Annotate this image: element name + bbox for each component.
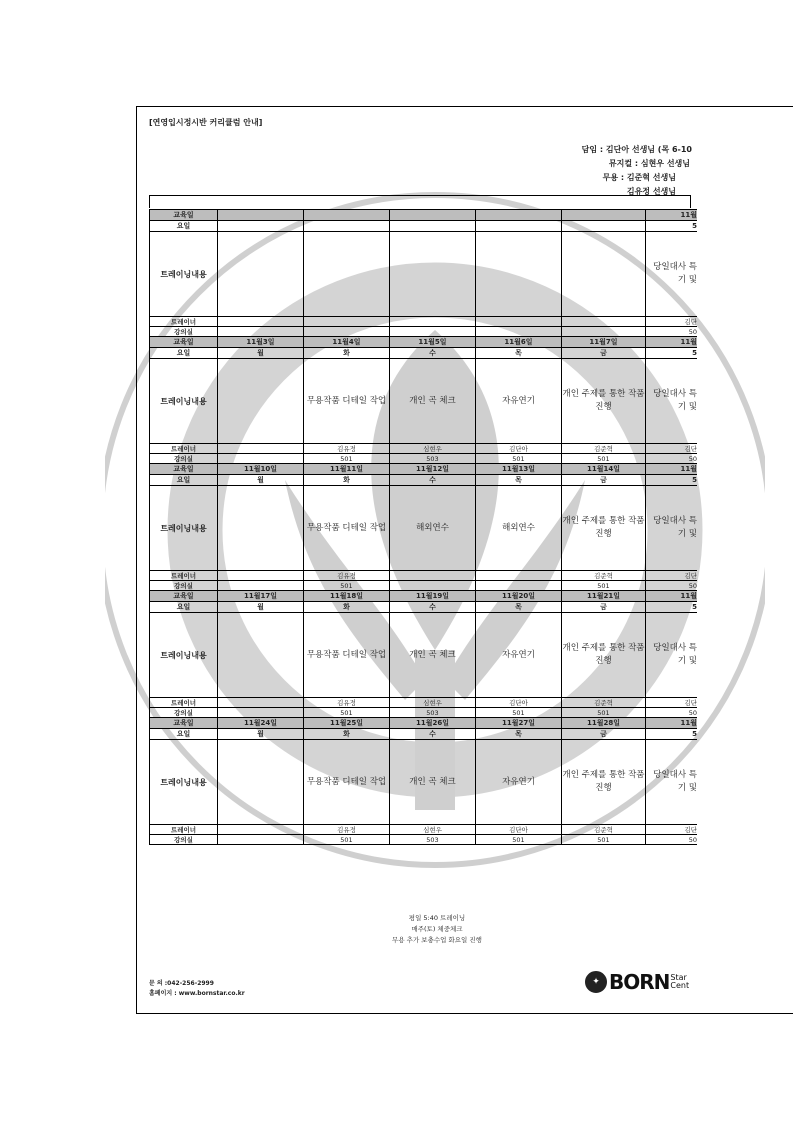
- trainer-cell: 심현우: [390, 698, 476, 708]
- date-cell: 11월5일: [390, 337, 476, 348]
- content-cell: [218, 740, 304, 825]
- date-cell: [390, 210, 476, 221]
- date-cell: 11월27일: [476, 718, 562, 729]
- trainer-cell: 김단: [646, 698, 698, 708]
- room-cell: 501: [562, 708, 646, 718]
- content-cell: 무용작품 디테일 작업: [304, 486, 390, 571]
- day-cell: 5: [646, 475, 698, 486]
- content-cell: [218, 232, 304, 317]
- content-cell: 개인 주제를 통한 작품 진행: [562, 613, 646, 698]
- day-cell: [562, 221, 646, 232]
- day-cell: 5: [646, 221, 698, 232]
- day-cell: [390, 221, 476, 232]
- day-cell: 월: [218, 348, 304, 359]
- week-1-date-row: [150, 210, 698, 221]
- staff-dance: 무용 : 김준혁 선생님: [602, 173, 676, 182]
- document-title: [연영입시정시반 커리큘럼 안내]: [149, 118, 263, 127]
- content-cell: 무용작품 디테일 작업: [304, 740, 390, 825]
- room-cell: 501: [562, 454, 646, 464]
- room-cell: 50: [646, 708, 698, 718]
- room-cell: 501: [304, 835, 390, 845]
- room-cell: [218, 327, 304, 337]
- trainer-cell: [390, 571, 476, 581]
- date-cell: 11월10일: [218, 464, 304, 475]
- date-cell: 11월14일: [562, 464, 646, 475]
- room-cell: 501: [562, 581, 646, 591]
- logo-subtext: Star Cent: [670, 973, 690, 990]
- week-2-day-row: [150, 348, 698, 359]
- room-cell: 501: [304, 454, 390, 464]
- room-cell: 50: [646, 581, 698, 591]
- week-4-date-row: [150, 591, 698, 602]
- week-2-content-row: [150, 359, 698, 444]
- week-4-content-row: [150, 613, 698, 698]
- content-cell: 자유연기: [476, 740, 562, 825]
- week-1-content-row: [150, 232, 698, 317]
- content-cell: 당일대사 특기 및: [646, 740, 698, 825]
- room-cell: 503: [390, 835, 476, 845]
- room-cell: [476, 327, 562, 337]
- room-cell: [562, 327, 646, 337]
- week-3-content-row: [150, 486, 698, 571]
- content-cell: 개인 주제를 통한 작품 진행: [562, 359, 646, 444]
- week-1-trainer-row: [150, 317, 698, 327]
- schedule-table: [149, 209, 697, 845]
- room-cell: 501: [304, 708, 390, 718]
- date-cell: 11월28일: [562, 718, 646, 729]
- note-weekday: 평일 5:40 트레이닝: [408, 914, 466, 922]
- trainer-cell: [218, 698, 304, 708]
- trainer-label: 트레이너: [150, 698, 218, 708]
- day-label: 요일: [150, 475, 218, 486]
- trainer-cell: [218, 825, 304, 835]
- content-cell: 자유연기: [476, 359, 562, 444]
- week-4-day-row: [150, 602, 698, 613]
- trainer-cell: 김단: [646, 825, 698, 835]
- date-label: 교육일: [150, 337, 218, 348]
- room-cell: [218, 708, 304, 718]
- bornstar-logo: [585, 969, 689, 995]
- week-2-date-row: [150, 337, 698, 348]
- day-cell: 목: [476, 602, 562, 613]
- week-3-day-row: [150, 475, 698, 486]
- date-cell: 11월26일: [390, 718, 476, 729]
- trainer-cell: 김단아: [476, 444, 562, 454]
- room-label: 강의실: [150, 454, 218, 464]
- week-5-trainer-row: [150, 825, 698, 835]
- day-cell: 목: [476, 475, 562, 486]
- trainer-cell: [304, 317, 390, 327]
- date-cell: 11월12일: [390, 464, 476, 475]
- room-cell: [390, 327, 476, 337]
- day-label: 요일: [150, 729, 218, 740]
- date-label: 교육일: [150, 591, 218, 602]
- content-cell: 무용작품 디테일 작업: [304, 359, 390, 444]
- week-3-room-row: [150, 581, 698, 591]
- trainer-label: 트레이너: [150, 825, 218, 835]
- day-cell: 수: [390, 348, 476, 359]
- date-label: 교육일: [150, 210, 218, 221]
- content-cell: [218, 359, 304, 444]
- logo-seal-icon: ✦: [585, 971, 607, 993]
- document-page: [136, 106, 793, 1014]
- day-cell: 목: [476, 348, 562, 359]
- date-cell: 11월24일: [218, 718, 304, 729]
- content-cell: 자유연기: [476, 613, 562, 698]
- content-label: 트레이닝내용: [150, 486, 218, 571]
- day-cell: 금: [562, 602, 646, 613]
- date-cell: 11월7일: [562, 337, 646, 348]
- notes: [137, 913, 737, 946]
- day-label: 요일: [150, 348, 218, 359]
- room-cell: [390, 581, 476, 591]
- room-cell: 503: [390, 454, 476, 464]
- date-label: 교육일: [150, 464, 218, 475]
- logo-word: BORN: [609, 970, 670, 994]
- content-cell: 개인 주제를 통한 작품 진행: [562, 486, 646, 571]
- contact-info: [149, 979, 245, 999]
- date-cell: 11월4일: [304, 337, 390, 348]
- trainer-cell: 김유정: [304, 571, 390, 581]
- trainer-cell: 김준혁: [562, 571, 646, 581]
- day-cell: 화: [304, 729, 390, 740]
- trainer-cell: 김유정: [304, 698, 390, 708]
- content-cell: 개인 곡 체크: [390, 613, 476, 698]
- trainer-cell: 김단아: [476, 698, 562, 708]
- trainer-cell: [390, 317, 476, 327]
- day-cell: [476, 221, 562, 232]
- room-label: 강의실: [150, 327, 218, 337]
- schedule-table-wrap: [149, 195, 697, 895]
- room-cell: [476, 581, 562, 591]
- content-cell: [390, 232, 476, 317]
- note-extra-class: 무용 추가 보충수업 화요일 진행: [392, 936, 482, 944]
- day-cell: 5: [646, 729, 698, 740]
- day-cell: 5: [646, 348, 698, 359]
- date-cell: [218, 210, 304, 221]
- day-cell: 수: [390, 475, 476, 486]
- date-cell: 11월6일: [476, 337, 562, 348]
- date-cell: [304, 210, 390, 221]
- date-cell: 11월: [646, 464, 698, 475]
- week-5-content-row: [150, 740, 698, 825]
- trainer-cell: 김유정: [304, 825, 390, 835]
- content-cell: 무용작품 디테일 작업: [304, 613, 390, 698]
- room-label: 강의실: [150, 581, 218, 591]
- trainer-cell: [476, 571, 562, 581]
- date-cell: [476, 210, 562, 221]
- content-cell: 개인 주제를 통한 작품 진행: [562, 740, 646, 825]
- day-cell: 월: [218, 729, 304, 740]
- week-3-trainer-row: [150, 571, 698, 581]
- table-header-frame: [149, 195, 691, 208]
- week-3-date-row: [150, 464, 698, 475]
- date-cell: 11월18일: [304, 591, 390, 602]
- week-1-day-row: [150, 221, 698, 232]
- staff-musical: 뮤지컬 : 심현우 선생님: [608, 159, 690, 168]
- trainer-cell: 김준혁: [562, 825, 646, 835]
- content-cell: [304, 232, 390, 317]
- contact-phone: 문 의 :042-256-2999: [149, 980, 214, 987]
- content-cell: 당일대사 특기 및: [646, 613, 698, 698]
- room-label: 강의실: [150, 708, 218, 718]
- date-cell: 11월3일: [218, 337, 304, 348]
- content-cell: 당일대사 특기 및: [646, 232, 698, 317]
- day-cell: 수: [390, 602, 476, 613]
- room-cell: 50: [646, 835, 698, 845]
- room-cell: [218, 835, 304, 845]
- trainer-cell: 김단: [646, 317, 698, 327]
- date-cell: 11월11일: [304, 464, 390, 475]
- week-2-room-row: [150, 454, 698, 464]
- room-cell: [218, 454, 304, 464]
- day-cell: [218, 221, 304, 232]
- room-cell: [304, 327, 390, 337]
- trainer-cell: 심현우: [390, 825, 476, 835]
- content-label: 트레이닝내용: [150, 232, 218, 317]
- content-cell: [476, 232, 562, 317]
- content-cell: [218, 486, 304, 571]
- date-cell: 11월: [646, 337, 698, 348]
- date-cell: 11월21일: [562, 591, 646, 602]
- room-cell: 501: [476, 454, 562, 464]
- day-cell: 월: [218, 602, 304, 613]
- date-cell: 11월20일: [476, 591, 562, 602]
- week-5-day-row: [150, 729, 698, 740]
- trainer-cell: 김단: [646, 444, 698, 454]
- week-1-room-row: [150, 327, 698, 337]
- week-2-trainer-row: [150, 444, 698, 454]
- content-cell: 개인 곡 체크: [390, 740, 476, 825]
- room-cell: 501: [476, 835, 562, 845]
- content-cell: 해외연수: [390, 486, 476, 571]
- trainer-cell: [218, 444, 304, 454]
- week-4-room-row: [150, 708, 698, 718]
- date-cell: 11월25일: [304, 718, 390, 729]
- trainer-cell: [476, 317, 562, 327]
- room-cell: 501: [562, 835, 646, 845]
- room-cell: [218, 581, 304, 591]
- week-4-trainer-row: [150, 698, 698, 708]
- staff-homeroom: 담임 : 김단아 선생님 (목 6-10: [581, 145, 692, 154]
- trainer-cell: 심현우: [390, 444, 476, 454]
- room-cell: 50: [646, 454, 698, 464]
- date-cell: 11월: [646, 591, 698, 602]
- date-cell: 11월13일: [476, 464, 562, 475]
- staff-dance-2: 김유정 선생님: [626, 187, 676, 196]
- day-cell: 화: [304, 475, 390, 486]
- room-label: 강의실: [150, 835, 218, 845]
- content-cell: 당일대사 특기 및: [646, 486, 698, 571]
- content-cell: [562, 232, 646, 317]
- note-weight-check: 매주(토) 체중체크: [411, 925, 463, 933]
- trainer-cell: 김유정: [304, 444, 390, 454]
- staff-list: [582, 143, 692, 199]
- day-cell: 금: [562, 348, 646, 359]
- room-cell: 50: [646, 327, 698, 337]
- trainer-cell: [218, 317, 304, 327]
- room-cell: 501: [476, 708, 562, 718]
- content-label: 트레이닝내용: [150, 613, 218, 698]
- trainer-cell: 김단: [646, 571, 698, 581]
- room-cell: 503: [390, 708, 476, 718]
- date-cell: 11월: [646, 718, 698, 729]
- content-label: 트레이닝내용: [150, 359, 218, 444]
- day-label: 요일: [150, 602, 218, 613]
- day-cell: 화: [304, 348, 390, 359]
- contact-homepage: 홈페이지 : www.bornstar.co.kr: [149, 990, 245, 997]
- day-cell: 5: [646, 602, 698, 613]
- day-cell: 월: [218, 475, 304, 486]
- date-label: 교육일: [150, 718, 218, 729]
- week-5-date-row: [150, 718, 698, 729]
- trainer-cell: [562, 317, 646, 327]
- date-cell: 11월19일: [390, 591, 476, 602]
- week-5-room-row: [150, 835, 698, 845]
- day-cell: 수: [390, 729, 476, 740]
- day-cell: 화: [304, 602, 390, 613]
- trainer-cell: 김단아: [476, 825, 562, 835]
- room-cell: 501: [304, 581, 390, 591]
- content-label: 트레이닝내용: [150, 740, 218, 825]
- day-cell: [304, 221, 390, 232]
- content-cell: 해외연수: [476, 486, 562, 571]
- day-cell: 목: [476, 729, 562, 740]
- day-cell: 금: [562, 729, 646, 740]
- trainer-label: 트레이너: [150, 317, 218, 327]
- day-cell: 금: [562, 475, 646, 486]
- date-cell: 11월17일: [218, 591, 304, 602]
- trainer-cell: [218, 571, 304, 581]
- content-cell: [218, 613, 304, 698]
- day-label: 요일: [150, 221, 218, 232]
- content-cell: 당일대사 특기 및: [646, 359, 698, 444]
- content-cell: 개인 곡 체크: [390, 359, 476, 444]
- trainer-cell: 김준혁: [562, 444, 646, 454]
- date-cell: 11월: [646, 210, 698, 221]
- trainer-label: 트레이너: [150, 571, 218, 581]
- date-cell: [562, 210, 646, 221]
- trainer-label: 트레이너: [150, 444, 218, 454]
- trainer-cell: 김준혁: [562, 698, 646, 708]
